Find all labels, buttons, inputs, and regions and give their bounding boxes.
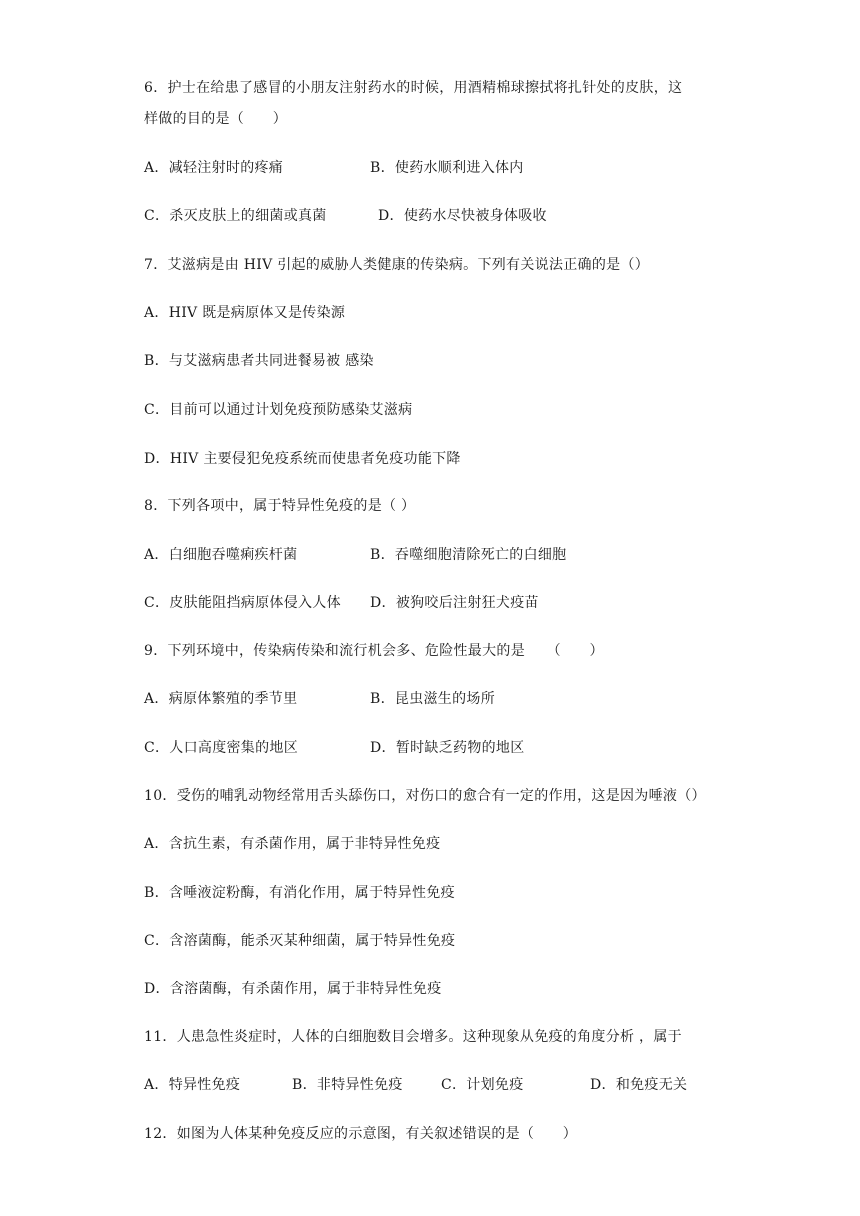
question-7-option-d: D．HIV 主要侵犯免疫系统而使患者免疫功能下降: [144, 451, 461, 467]
question-12-stem: 12．如图为人体某种免疫反应的示意图，有关叙述错误的是（ ）: [144, 1126, 578, 1142]
question-6-option-b: B．使药水顺利进入体内: [370, 160, 524, 176]
question-10-option-c: C．含溶菌酶，能杀灭某种细菌，属于特异性免疫: [144, 933, 456, 949]
question-7-stem: 7．艾滋病是由 HIV 引起的威胁人类健康的传染病。下列有关说法正确的是（）: [144, 257, 650, 273]
question-6-stem-line2: 样做的目的是（ ）: [144, 111, 287, 127]
question-11-option-b: B．非特异性免疫: [292, 1077, 403, 1093]
question-8-option-a: A．白细胞吞噬痢疾杆菌: [144, 547, 298, 563]
question-9-option-a: A．病原体繁殖的季节里: [144, 691, 298, 707]
question-6-option-c: C．杀灭皮肤上的细菌或真菌: [144, 208, 327, 224]
question-10-option-b: B．含唾液淀粉酶，有消化作用，属于特异性免疫: [144, 885, 455, 901]
question-11-stem: 11．人患急性炎症时，人体的白细胞数目会增多。这种现象从免疫的角度分析 ，属于: [144, 1029, 682, 1045]
question-7-option-c: C．目前可以通过计划免疫预防感染艾滋病: [144, 402, 413, 418]
question-10-option-d: D．含溶菌酶，有杀菌作用，属于非特异性免疫: [144, 981, 442, 997]
question-9-option-b: B．昆虫滋生的场所: [370, 691, 495, 707]
question-8-stem: 8．下列各项中，属于特异性免疫的是（ ）: [144, 498, 416, 514]
question-8-option-c: C．皮肤能阻挡病原体侵入人体: [144, 595, 341, 611]
question-6-stem-line1: 6．护士在给患了感冒的小朋友注射药水的时候，用酒精棉球擦拭将扎针处的皮肤，这: [144, 80, 683, 96]
question-10-stem: 10．受伤的哺乳动物经常用舌头舔伤口，对伤口的愈合有一定的作用，这是因为唾液（）: [144, 788, 706, 804]
question-11-option-a: A．特异性免疫: [144, 1077, 241, 1093]
question-8-option-b: B．吞噬细胞清除死亡的白细胞: [370, 547, 567, 563]
question-11-option-d: D．和免疫无关: [590, 1077, 688, 1093]
question-6-option-a: A．减轻注射时的疼痛: [144, 160, 284, 176]
question-9-stem: 9．下列环境中，传染病传染和流行机会多、危险性最大的是 （ ）: [144, 643, 604, 659]
question-11-option-c: C．计划免疫: [441, 1077, 524, 1093]
question-10-option-a: A．含抗生素，有杀菌作用，属于非特异性免疫: [144, 836, 441, 852]
question-7-option-a: A．HIV 既是病原体又是传染源: [144, 305, 346, 321]
question-6-option-d: D．使药水尽快被身体吸收: [378, 208, 547, 224]
question-8-option-d: D．被狗咬后注射狂犬疫苗: [370, 595, 539, 611]
question-9-option-c: C．人口高度密集的地区: [144, 740, 299, 756]
question-9-option-d: D．暂时缺乏药物的地区: [370, 740, 525, 756]
question-7-option-b: B．与艾滋病患者共同进餐易被 感染: [144, 353, 374, 369]
